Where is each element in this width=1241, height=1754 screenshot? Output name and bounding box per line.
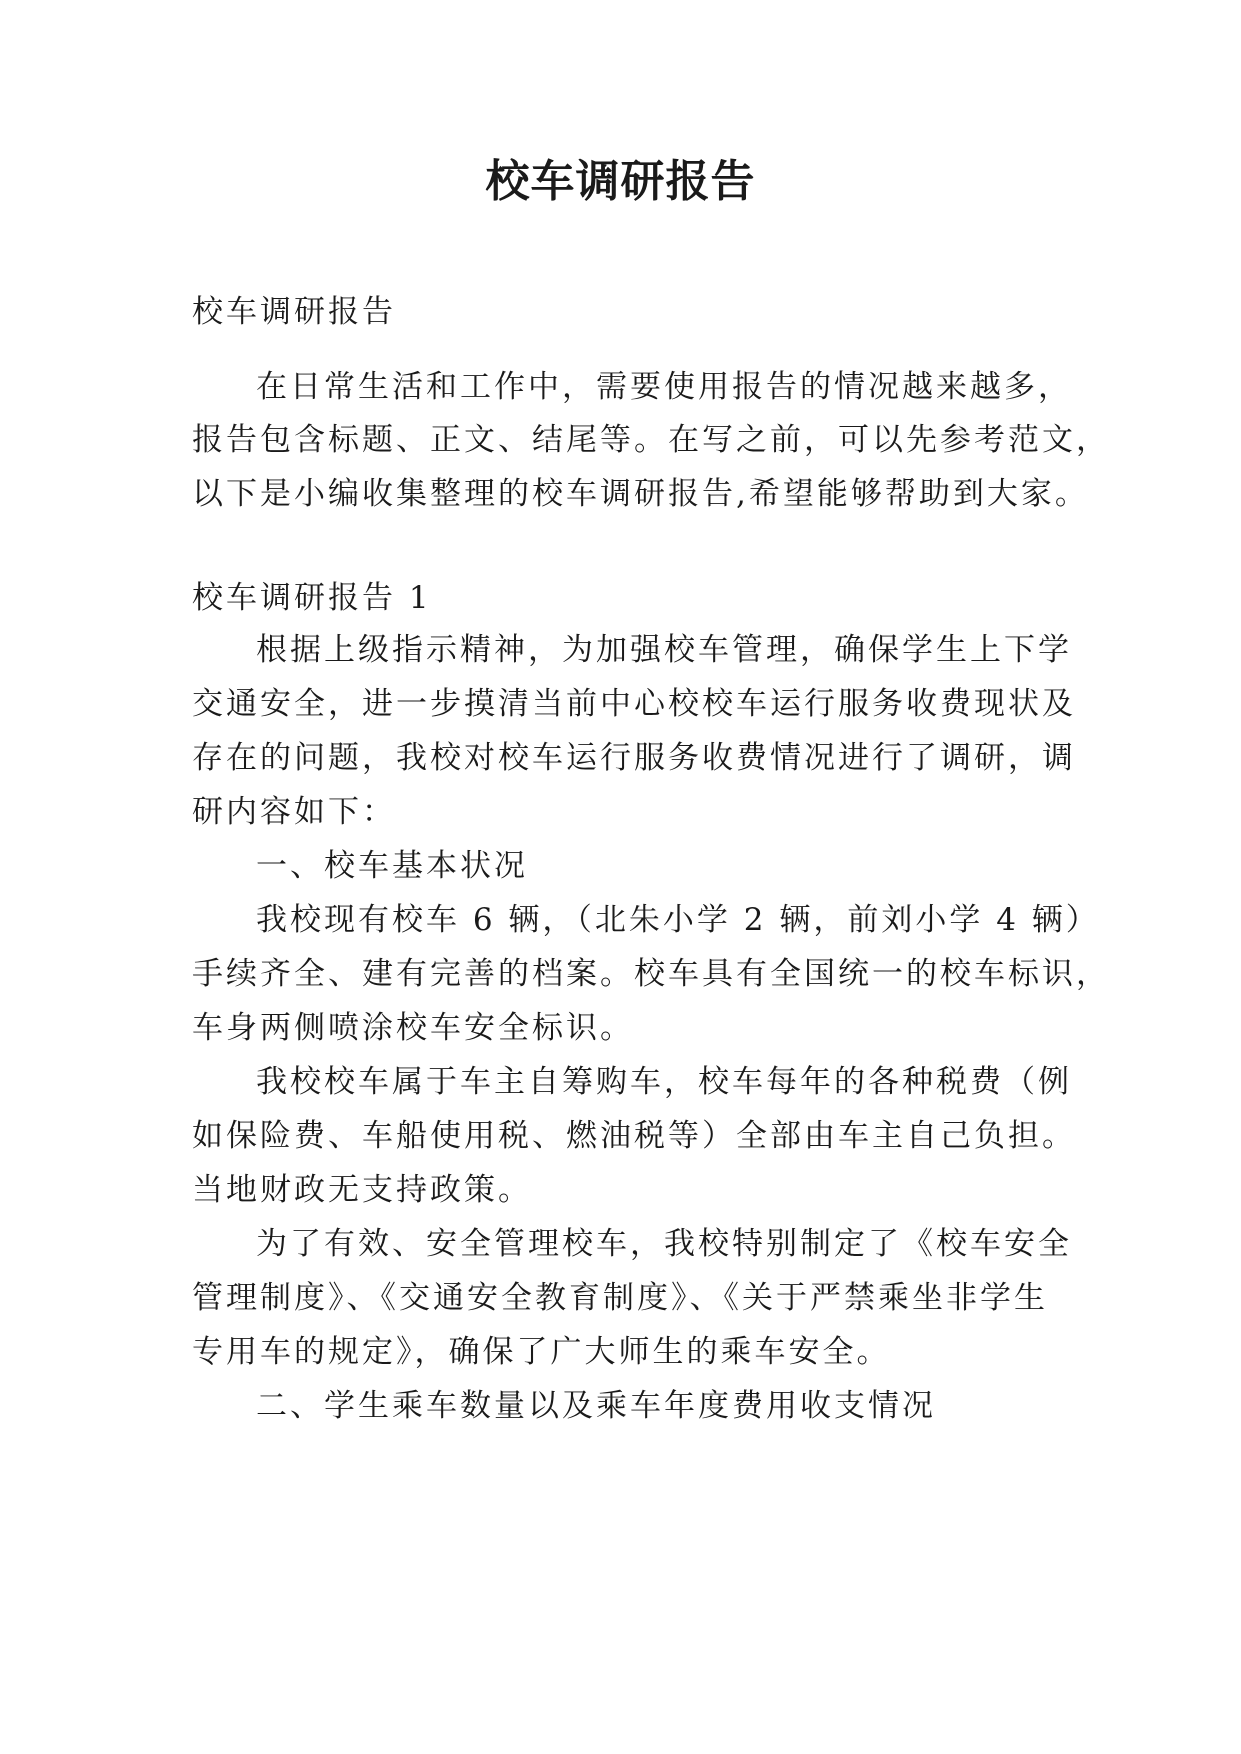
paragraph-2-line-2: 手续齐全、建有完善的档案。校车具有全国统一的校车标识， bbox=[192, 956, 1110, 992]
document-title: 校车调研报告 bbox=[485, 156, 756, 207]
paragraph-3-line-3: 当地财政无支持政策。 bbox=[192, 1172, 532, 1208]
heading-two: 二、学生乘车数量以及乘车年度费用收支情况 bbox=[256, 1388, 936, 1424]
paragraph-1-line-2: 交通安全，进一步摸清当前中心校校车运行服务收费现状及 bbox=[192, 686, 1076, 722]
paragraph-1-line-4: 研内容如下： bbox=[192, 794, 396, 830]
intro-line-2: 报告包含标题、正文、结尾等。在写之前，可以先参考范文， bbox=[192, 422, 1110, 458]
paragraph-2-line-3: 车身两侧喷涂校车安全标识。 bbox=[192, 1010, 634, 1046]
paragraph-4-line-2: 管理制度》、《交通安全教育制度》、《关于严禁乘坐非学生 bbox=[192, 1280, 1048, 1316]
subtitle-line: 校车调研报告 bbox=[192, 294, 396, 330]
paragraph-4-line-1: 为了有效、安全管理校车，我校特别制定了《校车安全 bbox=[256, 1226, 1072, 1262]
intro-line-3: 以下是小编收集整理的校车调研报告,希望能够帮助到大家。 bbox=[192, 476, 1089, 512]
paragraph-1-line-1: 根据上级指示精神，为加强校车管理，确保学生上下学 bbox=[256, 632, 1072, 668]
paragraph-3-line-2: 如保险费、车船使用税、燃油税等）全部由车主自己负担。 bbox=[192, 1118, 1076, 1154]
paragraph-3-line-1: 我校校车属于车主自筹购车，校车每年的各种税费（例 bbox=[256, 1064, 1072, 1100]
paragraph-4-line-3: 专用车的规定》，确保了广大师生的乘车安全。 bbox=[192, 1334, 891, 1370]
paragraph-2-line-1: 我校现有校车 6 辆，（北朱小学 2 辆，前刘小学 4 辆） bbox=[256, 902, 1100, 938]
intro-line-1: 在日常生活和工作中，需要使用报告的情况越来越多， bbox=[256, 369, 1072, 405]
heading-one: 一、校车基本状况 bbox=[256, 848, 528, 884]
section-heading-report-1: 校车调研报告 1 bbox=[192, 580, 432, 616]
paragraph-1-line-3: 存在的问题，我校对校车运行服务收费情况进行了调研，调 bbox=[192, 740, 1076, 776]
